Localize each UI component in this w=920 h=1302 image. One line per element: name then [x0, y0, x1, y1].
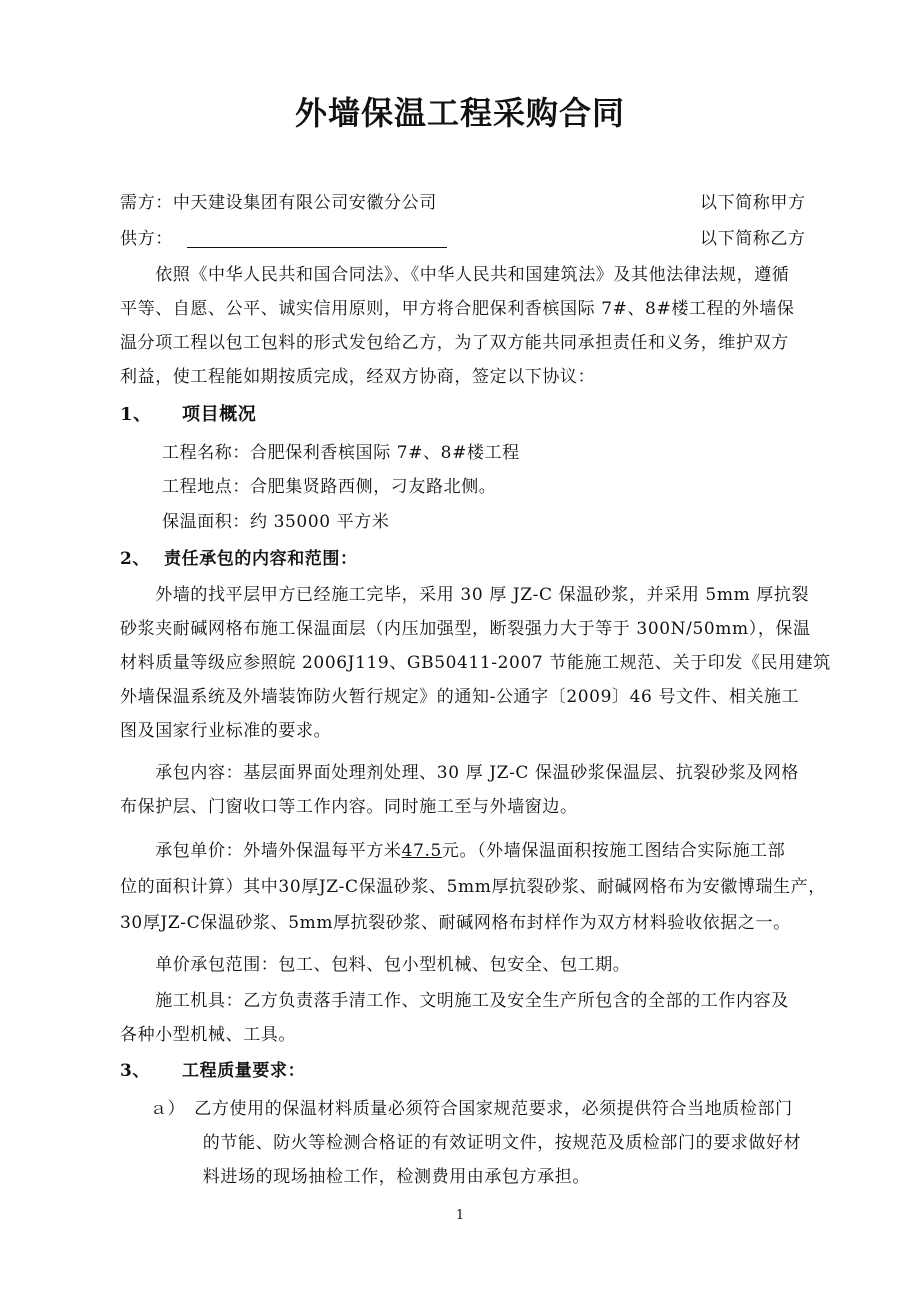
scope-line: 外墙的找平层甲方已经施工完毕，采用 30 厚 JZ-C 保温砂浆，并采用 5mm 厚抗裂 [120, 585, 810, 605]
unit-price-line: 30厚JZ-C保温砂浆、5mm厚抗裂砂浆、耐碱网格布封样作为双方材料验收依据之一。 [120, 913, 791, 933]
preamble-line: 平等、自愿、公平、诚实信用原则，甲方将合肥保利香槟国际 7#、8#楼工程的外墙保 [120, 299, 795, 319]
unit-price-line: 位的面积计算）其中30厚JZ-C保温砂浆、5mm厚抗裂砂浆、耐碱网格布为安徽博瑞生产， [120, 877, 826, 897]
quality-item-line: 料进场的现场抽检工作，检测费用由承包方承担。 [150, 1167, 590, 1187]
supply-blank-line [187, 225, 447, 248]
preamble-line: 利益，使工程能如期按质完成，经双方协商，签定以下协议： [120, 367, 596, 387]
project-name: 工程名称：合肥保利香槟国际 7#、8#楼工程 [162, 443, 520, 463]
insulation-area: 保温面积：约 35000 平方米 [162, 512, 390, 532]
unit-price-suffix: 元。（外墙保温面积按施工图结合实际施工部 [441, 841, 786, 861]
preamble-line: 依照《中华人民共和国合同法》、《中华人民共和国建筑法》及其他法律法规，遵循 [120, 265, 790, 285]
section-1-heading [120, 398, 825, 432]
unit-price-prefix: 承包单价：外墙外保温每平方米 [120, 841, 402, 861]
section-title: 项目概况 [182, 404, 257, 425]
price-scope-line: 单价承包范围：包工、包料、包小型机械、包安全、包工期。 [120, 955, 631, 975]
scope-line: 砂浆夹耐碱网格布施工保温面层（内压加强型，断裂强力大于等于 300N/50mm），保温 [120, 619, 811, 639]
page-number: 1 [455, 1208, 465, 1223]
demand-alias: 以下简称甲方 [700, 193, 806, 213]
section-number: 2、 [120, 549, 151, 569]
unit-price-value: 47.5 [401, 841, 442, 861]
section-number: 3、 [120, 1061, 151, 1081]
section-2-heading [120, 542, 825, 576]
contract-title: 外墙保温工程采购合同 [294, 94, 625, 132]
supply-label: 供方： [120, 229, 173, 249]
contract-content-line: 承包内容：基层面界面处理剂处理、30 厚 JZ-C 保温砂浆保温层、抗裂砂浆及网格 [120, 763, 800, 783]
contract-content-line: 布保护层、门窗收口等工作内容。同时施工至与外墙窗边。 [120, 797, 578, 817]
section-title: 责任承包的内容和范围： [164, 549, 358, 569]
quality-item-line: 的节能、防火等检测合格证的有效证明文件，按规范及质检部门的要求做好材 [150, 1133, 802, 1153]
project-location: 工程地点：合肥集贤路西侧，刁友路北侧。 [162, 477, 497, 497]
preamble-line: 温分项工程以包工包料的形式发包给乙方，为了双方能共同承担责任和义务，维护双方 [120, 333, 789, 353]
section-3-heading [120, 1054, 825, 1088]
quality-item-line: ａ） 乙方使用的保温材料质量必须符合国家规范要求，必须提供符合当地质检部门 [150, 1099, 793, 1119]
scope-line: 材料质量等级应参照皖 2006J119、GB50411-2007 节能施工规范、关于印发《民用建筑 [120, 653, 831, 673]
scope-line: 外墙保温系统及外墙装饰防火暂行规定》的通知-公通字〔2009〕46 号文件、相关施工 [120, 687, 800, 707]
unit-price-line [120, 834, 825, 868]
supply-line [120, 222, 825, 256]
section-number: 1、 [120, 404, 152, 425]
demand-label: 需方： [120, 193, 173, 213]
supply-alias: 以下简称乙方 [700, 229, 806, 249]
demand-value: 中天建设集团有限公司安徽分公司 [172, 193, 437, 213]
section-title: 工程质量要求： [182, 1061, 306, 1081]
equipment-line: 各种小型机械、工具。 [120, 1025, 296, 1045]
equipment-line: 施工机具：乙方负责落手清工作、文明施工及安全生产所包含的全部的工作内容及 [120, 991, 789, 1011]
demand-line [120, 186, 825, 220]
scope-line: 图及国家行业标准的要求。 [120, 721, 332, 741]
